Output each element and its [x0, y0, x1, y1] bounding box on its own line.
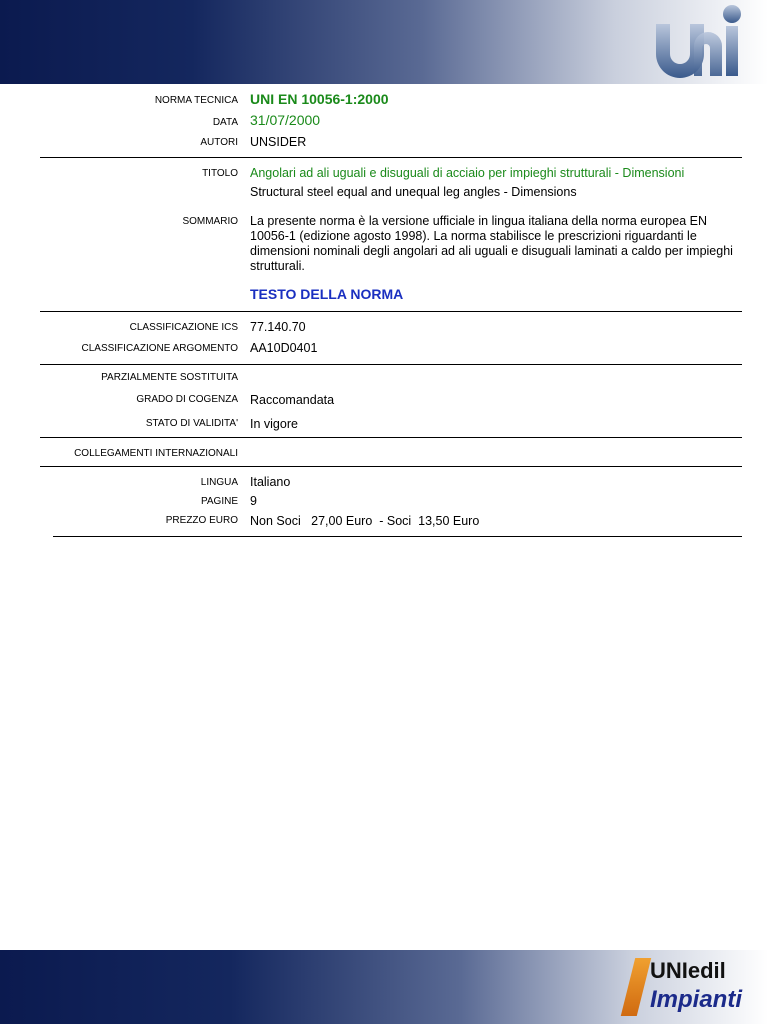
- divider: [40, 311, 742, 312]
- stato-validita-value: In vigore: [250, 417, 298, 431]
- lingua-label: LINGUA: [200, 477, 238, 488]
- data-value: 31/07/2000: [250, 112, 321, 128]
- uniedil-impianti-logo: [622, 954, 758, 1020]
- autori-label: AUTORI: [200, 137, 238, 148]
- pagine-label: PAGINE: [200, 496, 238, 507]
- testo-della-norma-link[interactable]: TESTO DELLA NORMA: [250, 286, 404, 302]
- titolo-value-en: Structural steel equal and unequal leg angles - Dimensions: [250, 185, 577, 199]
- classificazione-ics-label: CLASSIFICAZIONE ICS: [129, 322, 238, 333]
- pagine-value: 9: [250, 494, 257, 508]
- norma-tecnica-value: UNI EN 10056-1:2000: [250, 91, 389, 107]
- grado-cogenza-value: Raccomandata: [250, 393, 335, 407]
- uni-logo: [650, 2, 746, 82]
- prezzo-value: Non Soci 27,00 Euro - Soci 13,50 Euro: [250, 514, 480, 528]
- divider: [53, 536, 742, 537]
- autori-value: UNSIDER: [250, 135, 307, 149]
- sommario-value: La presente norma è la versione ufficiale in lingua italiana della norma europea EN 10056-1 (edizione agosto 1998). La norma stabilisce le prescrizioni riguardanti le dimensioni nominali degli angolari ad ali uguali e disuguali laminati a caldo per impieghi strutturali.: [250, 214, 733, 273]
- lingua-value: Italiano: [250, 475, 291, 489]
- divider: [40, 437, 742, 438]
- uni-logo-graphic: [650, 2, 746, 82]
- grado-cogenza-label: GRADO DI COGENZA: [136, 394, 238, 405]
- data-label: DATA: [212, 117, 238, 128]
- logo-bar-icon: [621, 958, 651, 1016]
- divider: [40, 466, 742, 467]
- classificazione-argomento-value: AA10D0401: [250, 341, 318, 355]
- titolo-label: TITOLO: [202, 168, 238, 179]
- classificazione-ics-value: 77.140.70: [250, 320, 306, 334]
- sommario-label: SOMMARIO: [182, 216, 238, 227]
- stato-validita-label: STATO DI VALIDITA': [145, 418, 238, 429]
- divider: [40, 364, 742, 365]
- divider: [40, 157, 742, 158]
- prezzo-label: PREZZO EURO: [165, 515, 238, 526]
- collegamenti-label: COLLEGAMENTI INTERNAZIONALI: [74, 448, 238, 459]
- parzialmente-sostituita-label: PARZIALMENTE SOSTITUITA: [101, 372, 238, 383]
- norma-tecnica-label: NORMA TECNICA: [154, 95, 238, 106]
- classificazione-argomento-label: CLASSIFICAZIONE ARGOMENTO: [81, 343, 238, 354]
- uniedil-logo-line1: UNIedil: [650, 958, 726, 983]
- titolo-value-it: Angolari ad ali uguali e disuguali di acciaio per impieghi strutturali - Dimensioni: [250, 166, 685, 180]
- uniedil-logo-line2: Impianti: [650, 986, 743, 1013]
